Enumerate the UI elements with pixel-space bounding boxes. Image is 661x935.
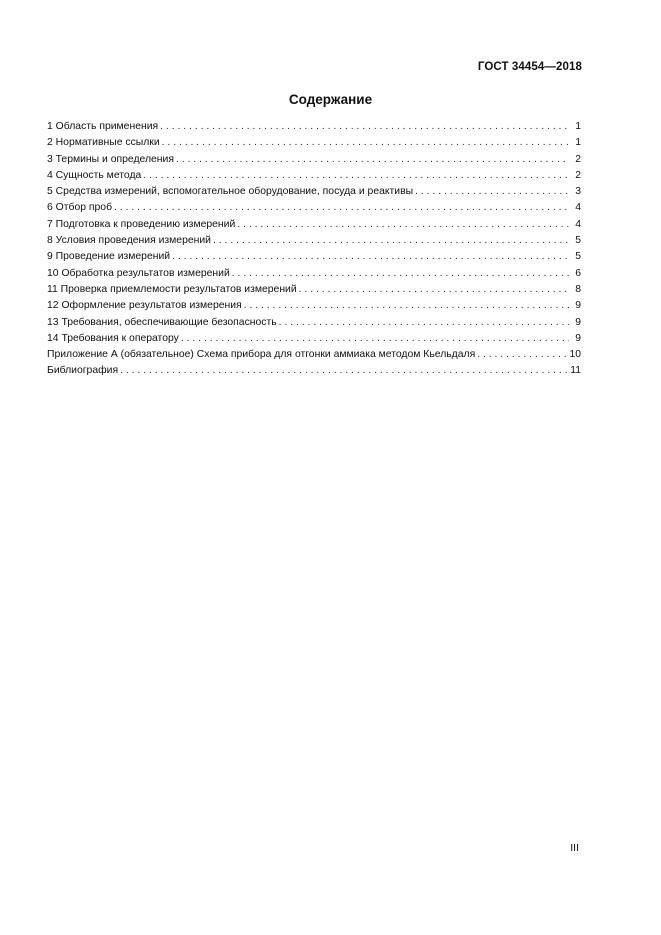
toc-entry[interactable]: [47, 152, 581, 168]
toc-leader-dots: [114, 200, 569, 216]
toc-entry-label: 1 Область применения: [47, 121, 159, 132]
toc-leader-dots: [279, 315, 569, 331]
toc-leader-dots: [120, 363, 568, 379]
toc-entry-label: 13 Требования, обеспечивающие безопасность: [47, 316, 277, 328]
toc-entry-label: 12 Оформление результатов измерения: [47, 300, 242, 312]
toc-entry-label: 6 Отбор проб: [47, 202, 113, 214]
toc-leader-dots: [232, 266, 569, 282]
toc-entry-label: 10 Обработка результатов измерений: [47, 267, 230, 279]
toc-leader-dots: [181, 331, 569, 347]
toc-entry[interactable]: [47, 233, 581, 249]
toc-leader-dots: [244, 298, 569, 314]
toc-entry-label: 3 Термины и определения: [47, 153, 174, 165]
toc-leader-dots: [172, 249, 569, 265]
toc-entry-page: 9: [575, 332, 581, 344]
toc-entry[interactable]: [47, 298, 581, 314]
toc-entry[interactable]: [47, 184, 581, 200]
toc-entry-page: 2: [575, 169, 581, 181]
toc-entry[interactable]: [47, 363, 581, 379]
toc-entry[interactable]: [47, 282, 581, 298]
toc-leader-dots: [299, 282, 569, 298]
toc-entry-label: 2 Нормативные ссылки: [47, 137, 160, 149]
toc-entry-label: 5 Средства измерений, вспомогательное оборудование, посуда и реактивы: [47, 186, 414, 198]
document-code: ГОСТ 34454—2018: [477, 61, 582, 73]
toc-entry[interactable]: [47, 168, 581, 184]
toc-entry-label: 11 Проверка приемлемости результатов измерений: [47, 283, 297, 295]
toc-entry-label: Библиография: [47, 365, 119, 377]
toc-entry-label: 14 Требования к оператору: [47, 332, 179, 344]
toc-entry-page: 5: [575, 251, 581, 263]
toc-entry-page: 4: [575, 202, 581, 214]
toc-entry-label: 4 Сущность метода: [47, 169, 142, 181]
toc-entry-label: Приложение А (обязательное) Схема прибора для отгонки аммиака методом Кьельдаля: [47, 349, 476, 361]
toc-entry-page: 1: [575, 121, 581, 132]
toc-leader-dots: [477, 347, 567, 363]
toc-leader-dots: [415, 184, 569, 200]
toc-entry-label: 8 Условия проведения измерений: [47, 235, 211, 247]
toc-title: Содержание: [288, 92, 373, 107]
toc-entry-page: 10: [569, 349, 581, 361]
toc-entry[interactable]: [47, 347, 581, 363]
toc-leader-dots: [162, 135, 569, 151]
table-of-contents: [47, 119, 581, 380]
toc-entry-page: 9: [575, 316, 581, 328]
toc-entry-page: 9: [575, 300, 581, 312]
toc-entry[interactable]: [47, 217, 581, 233]
toc-entry-page: 8: [575, 283, 581, 295]
toc-entry[interactable]: [47, 315, 581, 331]
page-number: III: [570, 842, 579, 854]
toc-leader-dots: [176, 152, 569, 168]
toc-entry-page: 2: [575, 153, 581, 165]
toc-entry-page: 4: [575, 218, 581, 230]
toc-entry-page: 11: [570, 365, 581, 377]
toc-entry[interactable]: [47, 249, 581, 265]
toc-entry[interactable]: [47, 200, 581, 216]
toc-entry[interactable]: [47, 119, 581, 135]
toc-entry[interactable]: [47, 331, 581, 347]
toc-leader-dots: [160, 119, 569, 135]
toc-entry[interactable]: [47, 135, 581, 151]
toc-entry-page: 5: [575, 235, 581, 247]
toc-leader-dots: [143, 168, 569, 184]
toc-entry-page: 6: [575, 267, 581, 279]
toc-entry-label: 7 Подготовка к проведению измерений: [47, 218, 236, 230]
toc-entry-page: 3: [575, 186, 581, 198]
toc-entry-label: 9 Проведение измерений: [47, 251, 171, 263]
toc-leader-dots: [213, 233, 569, 249]
toc-entry-page: 1: [575, 137, 581, 149]
toc-entry[interactable]: [47, 266, 581, 282]
toc-leader-dots: [237, 217, 569, 233]
